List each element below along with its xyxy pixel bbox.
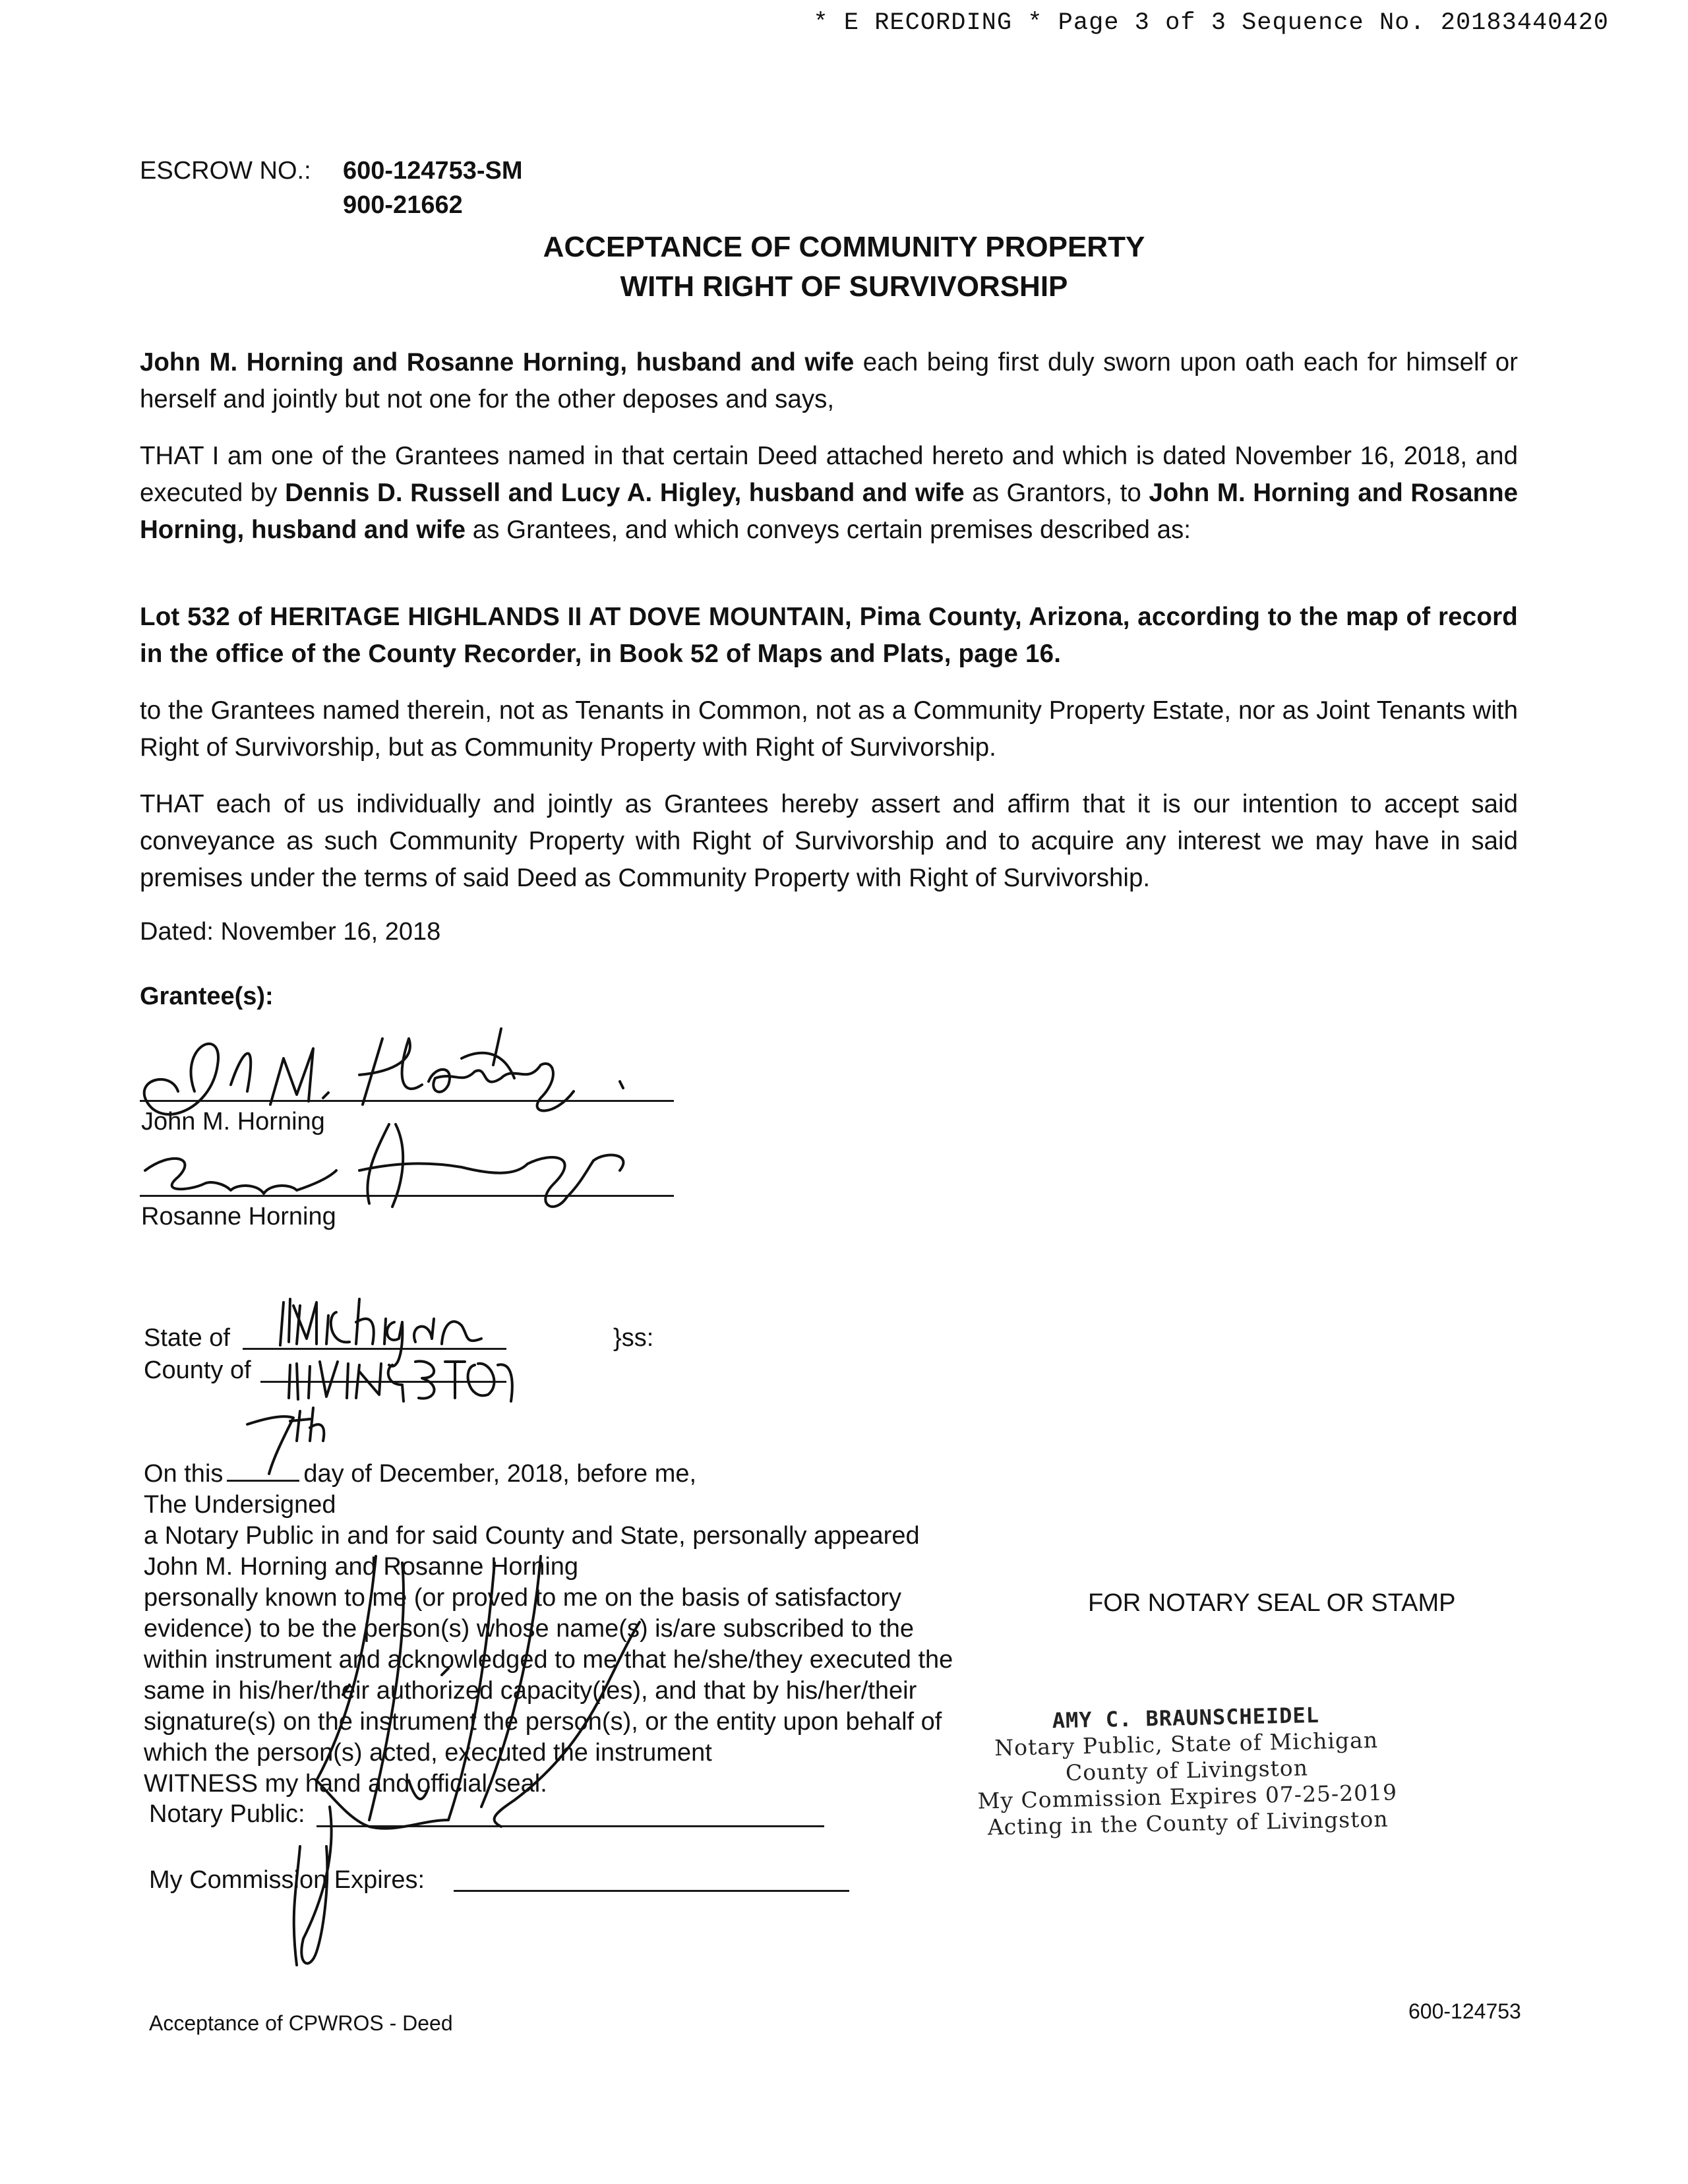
dated-line: Dated: November 16, 2018 [140, 918, 441, 946]
notary-acknowledgement [144, 1459, 1067, 1800]
grantors-names: Dennis D. Russell and Lucy A. Higley, husband and wife [285, 479, 965, 507]
state-label: State of [144, 1324, 230, 1352]
signature-line-1 [140, 1100, 674, 1102]
grantees-names-2: John M. Horning and Rosanne Horning, husband and wife [140, 479, 1519, 544]
deed-text-1: THAT I am one of the Grantees named in that certain Deed attached hereto and which is dated November 16, 2018, and executed by [140, 442, 1518, 507]
notary-public-label: Notary Public: [149, 1800, 305, 1828]
footer-left: Acceptance of CPWROS - Deed [149, 2011, 453, 2035]
stamp-line-4: Acting in the County of Livingston [987, 1805, 1389, 1840]
notary-day-line [144, 1459, 1067, 1490]
deposition-paragraph [140, 344, 1518, 418]
notary-line-10: WITNESS my hand and official seal. [144, 1770, 547, 1798]
county-line [260, 1381, 506, 1383]
stamp-line-2: County of Livingston [1065, 1755, 1309, 1786]
grantees-label: Grantee(s): [140, 983, 274, 1010]
escrow-number-2: 900-21662 [343, 191, 463, 219]
stamp-line-1: Notary Public, State of Michigan [994, 1726, 1379, 1761]
notary-public-line [316, 1825, 824, 1827]
notary-line-5: evidence) to be the person(s) whose name(s) is/are subscribed to the [144, 1615, 915, 1643]
seal-label: FOR NOTARY SEAL OR STAMP [1088, 1589, 1456, 1617]
ss-bracket: }ss: [613, 1324, 654, 1352]
notary-stamp [955, 1700, 1419, 1842]
notary-line-7: same in his/her/their authorized capacity(ies), and that by his/her/their [144, 1677, 917, 1705]
notary-line-8: signature(s) on the instrument the person(s), or the entity upon behalf of [144, 1708, 942, 1736]
signature-line-2 [140, 1195, 674, 1197]
signer-2-name: Rosanne Horning [141, 1203, 336, 1230]
tenancy-paragraph: to the Grantees named therein, not as Tenants in Common, not as a Community Property Estate, nor as Joint Tenants with Right of Survivorship, but as Community Property with Right of Survivorship. [140, 696, 1518, 762]
county-label: County of [144, 1356, 251, 1384]
legal-description: Lot 532 of HERITAGE HIGHLANDS II AT DOVE MOUNTAIN, Pima County, Arizona, according to the map of record in the office of the County Recorder, in Book 52 of Maps and Plats, page 16. [140, 603, 1518, 668]
commission-label: My Commission Expires: [149, 1866, 425, 1894]
stamp-line-3: My Commission Expires 07-25-2019 [977, 1779, 1398, 1814]
document-title-line-2: WITH RIGHT OF SURVIVORSHIP [620, 270, 1068, 303]
deed-text-2: as Grantors, to [964, 479, 1149, 507]
document-title-line-1: ACCEPTANCE OF COMMUNITY PROPERTY [543, 231, 1145, 263]
escrow-label: ESCROW NO.: [140, 157, 311, 185]
deed-text-3: as Grantees, and which conveys certain premises described as: [466, 516, 1191, 544]
signer-1-name: John M. Horning [141, 1108, 325, 1136]
notary-line-2: a Notary Public in and for said County and State, personally appeared [144, 1522, 920, 1550]
day-of-december: day of December, 2018, before me, [303, 1460, 697, 1488]
notary-line-9: which the person(s) acted, executed the instrument [144, 1739, 712, 1767]
deposition-text: each being first duly sworn upon oath each for himself or herself and jointly but not one for the other deposes and says, [140, 348, 1518, 413]
stamp-notary-name: AMY C. BRAUNSCHEIDEL [1052, 1702, 1320, 1734]
on-this-label: On this [144, 1460, 224, 1488]
grantees-names: John M. Horning and Rosanne Horning, husband and wife [140, 348, 855, 377]
deed-paragraph [140, 438, 1518, 549]
footer-right: 600-124753 [1408, 1999, 1521, 2023]
notary-line-6: within instrument and acknowledged to me that he/she/they executed the [144, 1646, 953, 1674]
notary-line-4: personally known to me (or proved to me on the basis of satisfactory [144, 1584, 901, 1612]
notary-line-3: John M. Horning and Rosanne Horning [144, 1553, 579, 1581]
day-blank [227, 1460, 299, 1482]
notary-line-1: The Undersigned [144, 1491, 336, 1519]
affirmation-paragraph: THAT each of us individually and jointly as Grantees hereby assert and affirm that it is our intention to accept said conveyance as such Community Property with Right of Survivorship and to acquire any interest we may have in said premises under the terms of said Deed as Community Property with Right of Survivorship. [140, 790, 1518, 892]
recording-header: * E RECORDING * Page 3 of 3 Sequence No. 20183440420 [813, 9, 1609, 37]
commission-line [454, 1890, 849, 1892]
escrow-number-1: 600-124753-SM [343, 157, 523, 185]
state-line [243, 1348, 506, 1350]
